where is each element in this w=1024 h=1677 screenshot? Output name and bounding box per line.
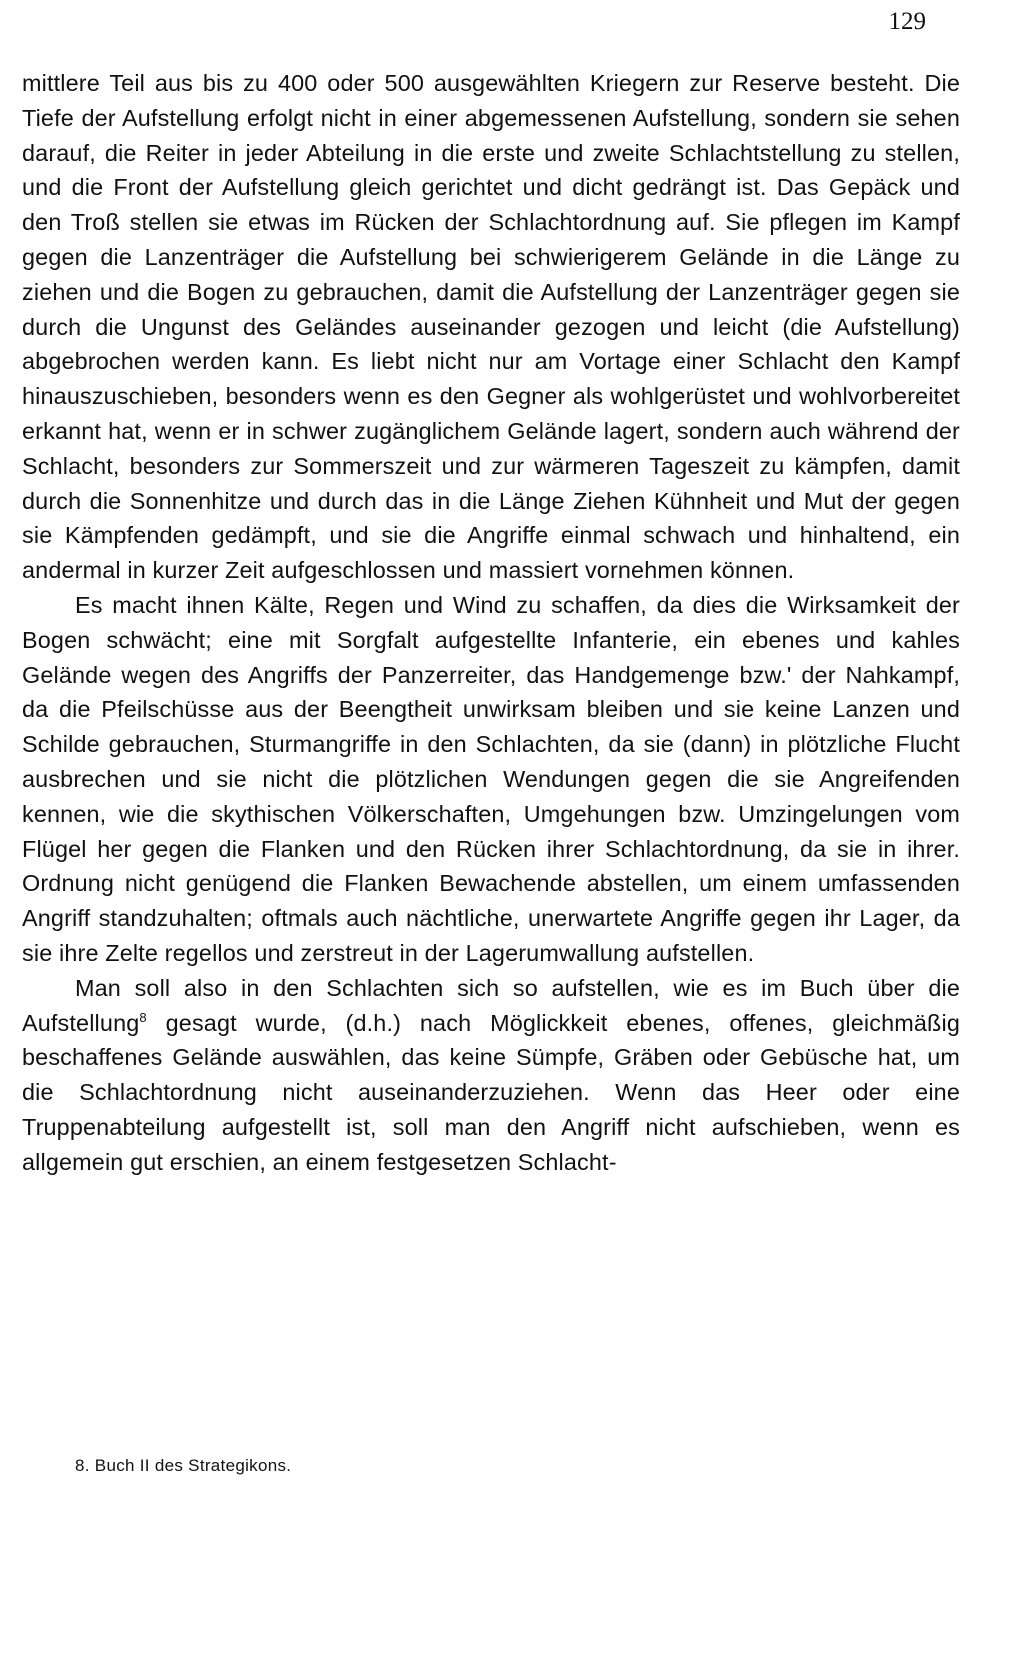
- paragraph-3-text-after: gesagt wurde, (d.h.) nach Möglickkeit ebenes, offenes, gleichmäßig beschaffenes Gelände auswählen, das keine Sümpfe, Gräben oder Gebüsche hat, um die Schlachtordnung nicht auseinanderzuziehen. Wenn das Heer oder eine Truppenabteilung aufgestellt ist, soll man den Angriff nicht aufschieben, wenn es allgemein gut erschien, an einem festgesetzen Schlacht-: [22, 1009, 960, 1175]
- paragraph-3: [22, 971, 960, 1180]
- paragraph-3-text-before: Man soll also in den Schlachten sich so aufstellen, wie es im Buch über die Aufstellung: [22, 974, 960, 1036]
- footnote: 8. Buch II des Strategikons.: [75, 1456, 292, 1475]
- paragraph-1: mittlere Teil aus bis zu 400 oder 500 ausgewählten Kriegern zur Reserve besteht. Die Tiefe der Aufstellung erfolgt nicht in einer abgemessenen Aufstellung, sondern sie sehen darauf, die Reiter in jeder Abteilung in die erste und zweite Schlachtstellung zu stellen, und die Front der Aufstellung gleich gerichtet und dicht gedrängt ist. Das Gepäck und den Troß stellen sie etwas im Rücken der Schlachtordnung auf. Sie pflegen im Kampf gegen die Lanzenträger die Aufstellung bei schwierigerem Gelände in die Länge zu ziehen und die Bogen zu gebrauchen, damit die Aufstellung der Lanzenträger gegen sie durch die Ungunst des Geländes auseinander gezogen und leicht (die Aufstellung) abgebrochen werden kann. Es liebt nicht nur am Vortage einer Schlacht den Kampf hinauszuschieben, besonders wenn es den Gegner als wohlgerüstet und wohlvorbereitet erkannt hat, wenn er in schwer zugänglichem Gelände lagert, sondern auch während der Schlacht, besonders zur Sommerszeit und zur wärmeren Tageszeit zu kämpfen, damit durch die Sonnenhitze und durch das in die Länge Ziehen Kühnheit und Mut der gegen sie Kämpfenden gedämpft, und sie die Angriffe einmal schwach und hinhaltend, ein andermal in kurzer Zeit aufgeschlossen und massiert vornehmen können.: [22, 70, 960, 584]
- page-number: 129: [888, 8, 926, 35]
- footnote-reference: 8: [139, 1009, 147, 1025]
- paragraph-2: Es macht ihnen Kälte, Regen und Wind zu schaffen, da dies die Wirksamkeit der Bogen schwächt; eine mit Sorgfalt aufgestellte Infanterie, ein ebenes und kahles Gelände wegen des Angriffs der Panzerreiter, das Handgemenge bzw.' der Nahkampf, da die Pfeilschüsse aus der Beengtheit unwirksam bleiben und sie keine Lanzen und Schilde gebrauchen, Sturmangriffe in den Schlachten, da sie (dann) in plötzliche Flucht ausbrechen und sie nicht die plötzlichen Wendungen gegen die sie Angreifenden kennen, wie die skythischen Völkerschaften, Umgehungen bzw. Umzingelungen vom Flügel her gegen die Flanken und den Rücken ihrer Schlachtordnung, da sie in ihrer. Ordnung nicht genügend die Flanken Bewachende abstellen, um einem umfassenden Angriff standzuhalten; oftmals auch nächtliche, unerwartete Angriffe gegen ihr Lager, da sie ihre Zelte regellos und zerstreut in der Lagerumwallung aufstellen.: [22, 591, 960, 966]
- body-text: [22, 66, 960, 1180]
